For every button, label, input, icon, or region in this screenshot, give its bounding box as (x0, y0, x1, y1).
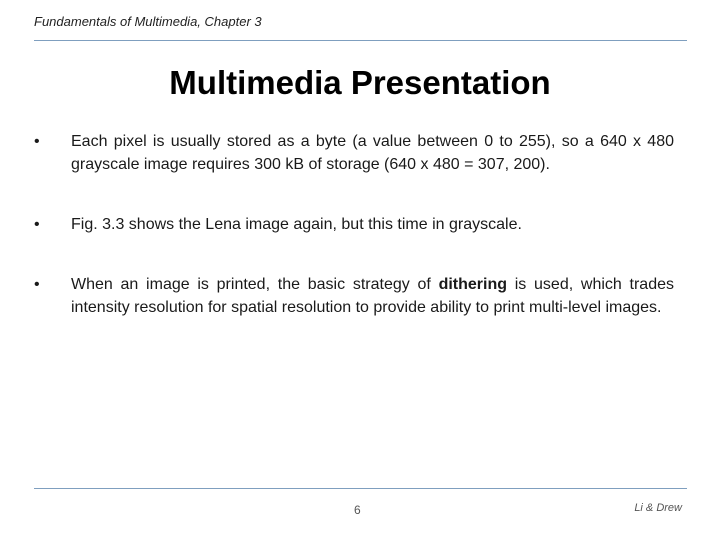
footer-authors: Li & Drew (634, 502, 682, 514)
page-number: 6 (354, 503, 361, 517)
bullet-item (34, 213, 674, 236)
bullet-text-start: When an image is printed, the basic strategy of (71, 276, 439, 293)
bullet-list (34, 130, 674, 356)
bullet-icon: • (34, 276, 40, 293)
bullet-icon: • (34, 133, 40, 150)
footer-divider (34, 488, 687, 489)
bullet-icon: • (34, 216, 40, 233)
bullet-text: Each pixel is usually stored as a byte (a value between 0 to 255), so a 640 x 480 grayscale image requires 300 kB of storage (640 x 480 = 307, 200). (71, 133, 674, 173)
chapter-header: Fundamentals of Multimedia, Chapter 3 (34, 14, 262, 29)
bullet-text: Fig. 3.3 shows the Lena image again, but this time in grayscale. (71, 216, 522, 233)
bullet-item (34, 130, 674, 176)
header-divider (34, 40, 687, 41)
bullet-text-end: is used, which trades intensity resolution for spatial resolution to provide ability to print multi-level images. (71, 276, 675, 316)
bullet-item (34, 273, 674, 319)
bold-term: dithering (438, 276, 507, 293)
slide-title: Multimedia Presentation (169, 64, 551, 101)
